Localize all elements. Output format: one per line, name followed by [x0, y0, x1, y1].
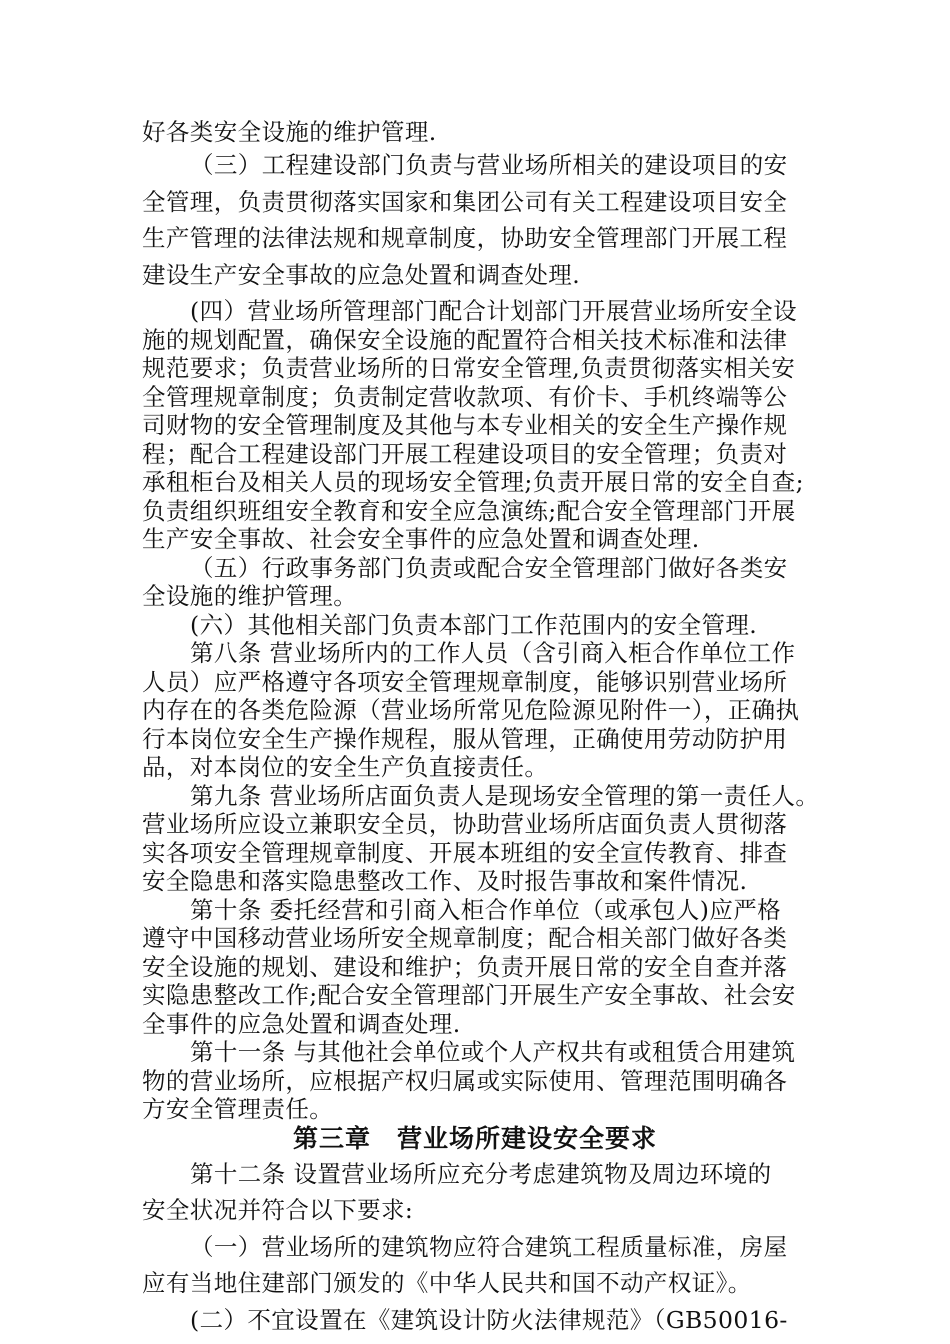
text-line: 行本岗位安全生产操作规程，服从管理，正确使用劳动防护用 [142, 725, 788, 753]
text-line: 第十条 委托经营和引商入柜合作单位（或承包人)应严格 [190, 896, 782, 924]
text-line: (六）其他相关部门负责本部门工作范围内的安全管理. [190, 611, 758, 639]
text-line: 规范要求；负责营业场所的日常安全管理,负责贯彻落实相关安 [142, 354, 796, 382]
text-line: 第九条 营业场所店面负责人是现场安全管理的第一责任人。 [190, 782, 820, 810]
text-line: （五）行政事务部门负责或配合安全管理部门做好各类安 [190, 554, 788, 582]
text-line: 全管理规章制度；负责制定营收款项、有价卡、手机终端等公 [142, 383, 788, 411]
text-line: (二）不宜设置在《建筑设计防火法律规范》（GB50016- [190, 1306, 788, 1334]
text-line: 全设施的维护管理。 [142, 582, 358, 610]
text-line: 内存在的各类危险源（营业场所常见危险源见附件一），正确执 [142, 696, 800, 724]
text-line: 安全状况并符合以下要求: [142, 1196, 414, 1224]
text-line: 承租柜台及相关人员的现场安全管理;负责开展日常的安全自查; [142, 468, 804, 496]
text-line: 安全设施的规划、建设和维护；负责开展日常的安全自查并落 [142, 953, 788, 981]
text-line: 施的规划配置，确保安全设施的配置符合相关技术标准和法律 [142, 326, 788, 354]
text-line: 好各类安全设施的维护管理. [142, 118, 437, 146]
text-line: （三）工程建设部门负责与营业场所相关的建设项目的安 [190, 151, 788, 179]
text-line: 第八条 营业场所内的工作人员（含引商入柜合作单位工作 [190, 639, 796, 667]
text-line: （一）营业场所的建筑物应符合建筑工程质量标准，房屋 [190, 1233, 788, 1261]
text-line: 负责组织班组安全教育和安全应急演练;配合安全管理部门开展 [142, 497, 796, 525]
text-line: 全事件的应急处置和调查处理. [142, 1010, 461, 1038]
text-line: 全管理，负责贯彻落实国家和集团公司有关工程建设项目安全 [142, 188, 788, 216]
text-line: 生产管理的法律法规和规章制度，协助安全管理部门开展工程 [142, 224, 788, 252]
text-line: 应有当地住建部门颁发的《中华人民共和国不动产权证》。 [142, 1269, 752, 1297]
text-line: 实隐患整改工作;配合安全管理部门开展生产安全事故、社会安 [142, 981, 796, 1009]
text-line: 司财物的安全管理制度及其他与本专业相关的安全生产操作规 [142, 411, 788, 439]
text-line: 实各项安全管理规章制度、开展本班组的安全宣传教育、排查 [142, 839, 788, 867]
text-line: 生产安全事故、社会安全事件的应急处置和调查处理. [142, 525, 700, 553]
text-line: 人员）应严格遵守各项安全管理规章制度，能够识别营业场所 [142, 668, 788, 696]
text-line: 第十二条 设置营业场所应充分考虑建筑物及周边环境的 [190, 1160, 772, 1188]
text-line: (四）营业场所管理部门配合计划部门开展营业场所安全设 [190, 297, 798, 325]
text-line: 遵守中国移动营业场所安全规章制度；配合相关部门做好各类 [142, 924, 788, 952]
chapter-heading: 第三章 营业场所建设安全要求 [292, 1124, 657, 1153]
text-line: 安全隐患和落实隐患整改工作、及时报告事故和案件情况. [142, 867, 748, 895]
text-line: 物的营业场所，应根据产权归属或实际使用、管理范围明确各 [142, 1067, 788, 1095]
text-line: 程；配合工程建设部门开展工程建设项目的安全管理；负责对 [142, 440, 788, 468]
text-line: 营业场所应设立兼职安全员，协助营业场所店面负责人贯彻落 [142, 810, 788, 838]
text-line: 建设生产安全事故的应急处置和调查处理. [142, 261, 581, 289]
text-line: 第十一条 与其他社会单位或个人产权共有或租赁合用建筑 [190, 1038, 796, 1066]
text-line: 品，对本岗位的安全生产负直接责任。 [142, 753, 549, 781]
text-line: 方安全管理责任。 [142, 1095, 334, 1123]
